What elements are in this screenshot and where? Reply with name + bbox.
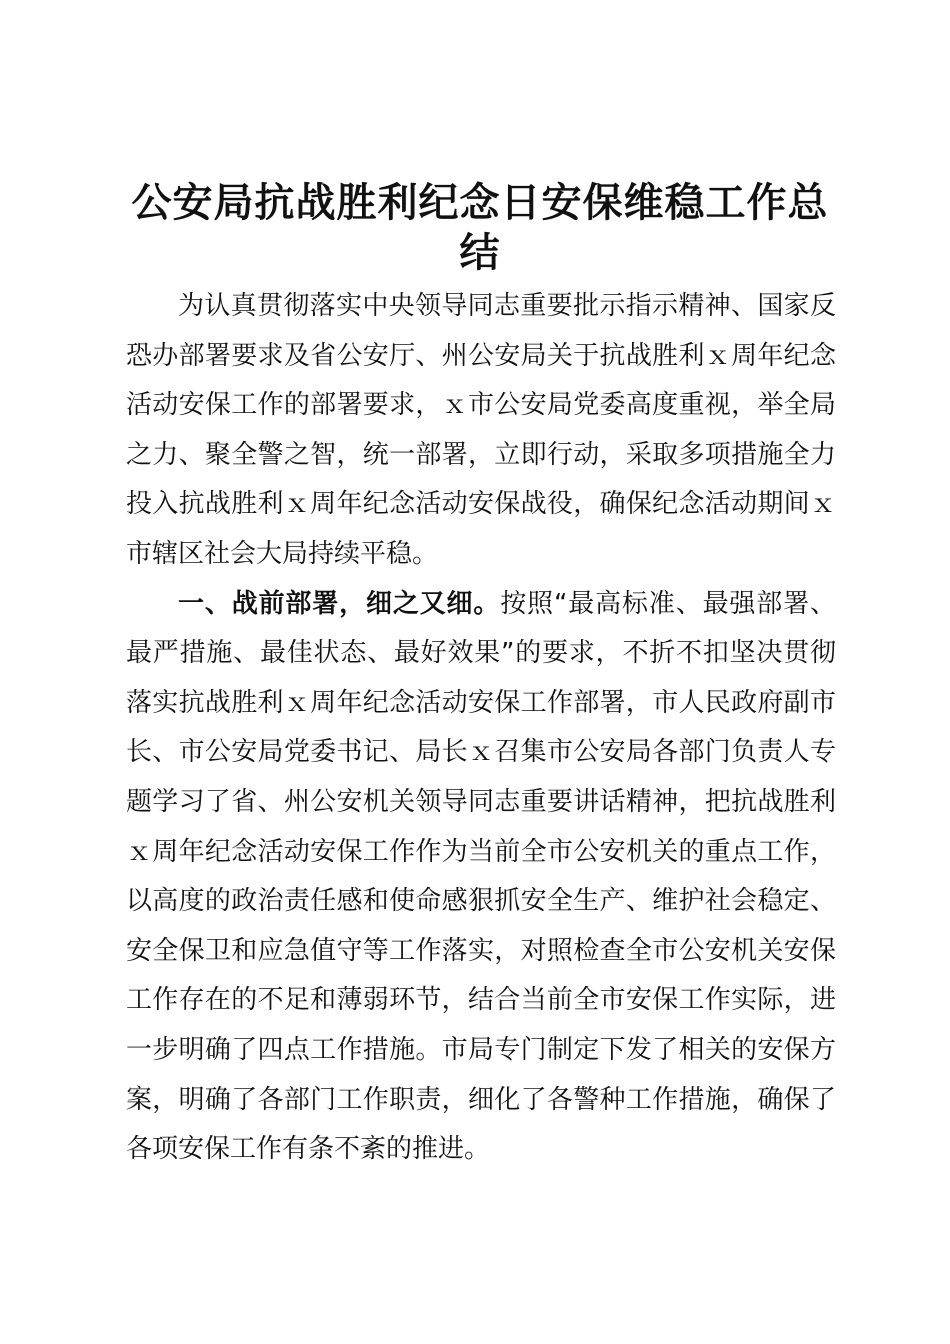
intro-paragraph	[126, 282, 836, 580]
intro-paragraph-text: 为认真贯彻落实中央领导同志重要批示指示精神、国家反恐办部署要求及省公安厅、州公安局关于抗战胜利ｘ周年纪念活动安保工作的部署要求，ｘ市公安局党委高度重视，举全局之力、聚全警之智，统一部署，立即行动，采取多项措施全力投入抗战胜利ｘ周年纪念活动安保战役，确保纪念活动期间ｘ市辖区社会大局持续平稳。	[126, 291, 836, 569]
section-one-paragraph	[126, 580, 836, 1175]
section-one-text: 按照“最高标准、最强部署、最严措施、最佳状态、最好效果”的要求，不折不扣坚决贯彻落实抗战胜利ｘ周年纪念活动安保工作部署，市人民政府副市长、市公安局党委书记、局长ｘ召集市公安局各部门负责人专题学习了省、州公安机关领导同志重要讲话精神，把抗战胜利ｘ周年纪念活动安保工作作为当前全市公安机关的重点工作，以高度的政治责任感和使命感狠抓安全生产、维护社会稳定、安全保卫和应急值守等工作落实，对照检查全市公安机关安保工作存在的不足和薄弱环节，结合当前全市安保工作实际，进一步明确了四点工作措施。市局专门制定下发了相关的安保方案，明确了各部门工作职责，细化了各警种工作措施，确保了各项安保工作有条不紊的推进。	[126, 588, 836, 1165]
document-body	[126, 282, 836, 1175]
document-title: 公安局抗战胜利纪念日安保维稳工作总结	[131, 179, 829, 276]
section-one-heading: 一、战前部署，细之又细。	[178, 588, 501, 619]
